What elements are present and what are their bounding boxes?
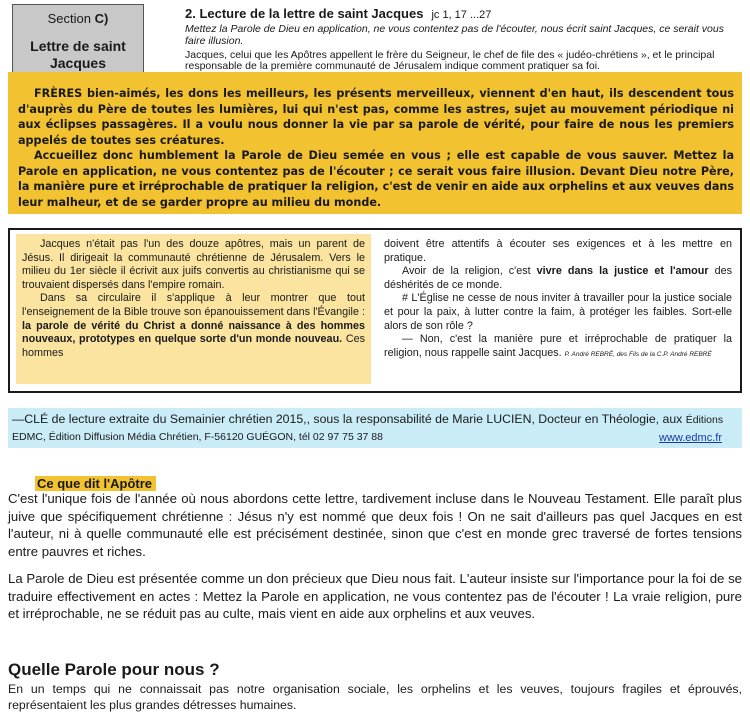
section-label [13, 11, 143, 26]
commentary-right-column [382, 234, 734, 384]
commentary-right-p2 [384, 265, 732, 292]
section-letter: C) [94, 11, 109, 26]
apostle-paragraph-2: La Parole de Dieu est présentée comme un don précieux que Dieu nous fait. L'auteur insiste sur l'importance pour la foi de se traduire effectivement en actes : Mettez la Parole en application, ne vous contentez pas de l'écouter ! La vraie religion, pure et irréprochable, ne se réduit pas au culte, mais vient en aide aux orphelins et aux veuves. [8, 571, 742, 621]
commentary-right-p2-bold: vivre dans la justice et l'amour [536, 265, 709, 278]
reading-block [8, 72, 742, 214]
commentary-right-p2-end: des déshérités de ce monde. [384, 265, 732, 291]
commentary-left-p2-end: Ces hommes [22, 333, 366, 359]
commentary-left-p2 [22, 292, 365, 360]
intro-italic: Mettez la Parole de Dieu en application, ne vous contentez pas de l'écouter, nous écrit saint Jacques, ce serait vous faire illusion. [185, 23, 724, 47]
commentary-right-p4-text: — Non, c'est la manière pure et irréprochable de pratiquer la religion, nous rappelle saint Jacques. [384, 333, 732, 359]
commentary-right-p1: doivent être attentifs à écouter ses exigences et à les mettre en pratique. [384, 238, 732, 264]
source-text: —CLÉ de lecture extraite du Semainier chrétien 2015,, sous la responsabilité de Marie LUCIEN, Docteur en Théologie, aux [12, 412, 683, 426]
parole-paragraph: En un temps qui ne connaissait pas notre organisation sociale, les orphelins et les veuves, toujours fragiles et éprouvés, représentaient les plus grandes détresses humaines. [8, 682, 742, 712]
reading-paragraph-1: FRÈRES bien-aimés, les dons les meilleurs, les présents merveilleux, viennent d'en haut, ils descendent tous d'auprès du Père de toutes les lumières, lui qui n'est pas, comme les astres, sujet au mouvement périodique ni aux éclipses passagères. Il a voulu nous donner la vie par sa parole de vérité, pour faire de nous les premiers appelés de toutes ses créatures. [18, 87, 734, 147]
source-publisher: Éditions EDMC, Édition Diffusion Média Chrétien, F-56120 GUÉGON, tél 02 97 75 37 88 [12, 414, 724, 443]
lecture-title [185, 6, 491, 21]
section-label-text: Section [47, 11, 92, 26]
commentary-right-p4 [384, 333, 732, 360]
parole-heading: Quelle Parole pour nous ? [8, 660, 220, 679]
source-link[interactable]: www.edmc.fr [659, 432, 722, 444]
commentary-left-p2-bold: la parole de vérité du Christ a donné naissance à des hommes nouveaux, prototypes en quelque sorte d'un monde nouveau. [22, 319, 365, 346]
commentary-right-p2-start: Avoir de la religion, c'est [402, 265, 531, 278]
section-subtitle-line1: Lettre de saint [30, 38, 126, 54]
apostle-paragraph-1: C'est l'unique fois de l'année où nous abordons cette lettre, tardivement incluse dans le Nouveau Testament. Elle paraît plus juive que spécifiquement chrétienne : Jésus n'y est nommé que deux fois ! On ne sait d'ailleurs pas quel Jacques en est l'auteur, ni à quelle communauté elle est précisément destinée, sinon que c'est en monde grec traversé de fortes tensions entre pauvres et riches. [8, 491, 742, 559]
intro-context: Jacques, celui que les Apôtres appellent le frère du Seigneur, le chef de file des « judéo-chrétiens », et le principal responsable de la première communauté de Jérusalem indique comment pratiquer sa foi. [185, 50, 715, 72]
commentary-left-p1: Jacques n'était pas l'un des douze apôtres, mais un parent de Jésus. Il dirigeait la communauté chrétienne de Jérusalem. Vers le milieu du 1er siècle il écrivit aux juifs convertis au christianisme qui se trouvaient dispersés dans l'empire romain. [22, 238, 365, 291]
commentary-right-p3: # L'Église ne cesse de nous inviter à travailler pour la justice sociale et pour la paix, à lutter contre la faim, à protéger les faibles. Sort-elle alors de son rôle ? [384, 292, 732, 332]
reading-paragraph-2: Accueillez donc humblement la Parole de Dieu semée en vous ; elle est capable de vous sauver. Mettez la Parole en application, ne vous contentez pas de l'écouter ; ce serait vous faire illusion. Devant Dieu notre Père, la manière pure et irréprochable de pratiquer la religion, c'est de venir en aide aux orphelins et aux veuves dans leur malheur, et de se garder propre au milieu du monde. [18, 149, 734, 209]
section-subtitle [13, 38, 143, 72]
commentary-credit: P. André REBRÉ, des Fils de la C.P. André REBRÉ [564, 350, 712, 358]
commentary-left-p2-start: Dans sa circulaire il s'applique à leur montrer que tout l'enseignement de la Bible trouve son épanouissement dans l'Évangile : [22, 292, 365, 318]
section-subtitle-line2: Jacques [49, 55, 107, 71]
lecture-reference: jc 1, 17 ...27 [431, 9, 492, 21]
source-strip [8, 408, 742, 448]
lecture-title-text: 2. Lecture de la lettre de saint Jacques [185, 6, 424, 21]
commentary-left-column [16, 234, 371, 384]
apostle-heading: Ce que dit l'Apôtre [35, 476, 156, 491]
commentary-box [8, 228, 742, 393]
